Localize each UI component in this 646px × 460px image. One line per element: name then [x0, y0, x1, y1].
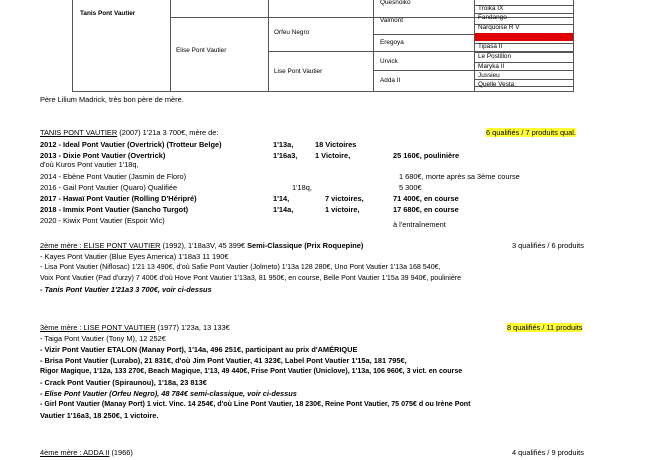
g3-urvick: Urvick	[380, 58, 398, 65]
s3-heading-line	[40, 323, 230, 332]
g2-lise: Lise Pont Vautier	[274, 68, 323, 75]
s3-row-7: Vautier 1'16a3, 18 250€, 1 victoire.	[40, 411, 159, 420]
s1-heading-rest: (2007) 1'21a 3 700€, mère de:	[117, 128, 219, 137]
s3-row-1: - Vizir Pont Vautier ETALON (Manay Port), 1'14a, 496 251€, participant au prix d'AMÉRIQUE	[40, 345, 358, 354]
g2-orfeu: Orfeu Negro	[274, 29, 310, 36]
s1-row-1-earn: 25 160€, poulinière	[393, 151, 460, 160]
s4-heading: 4ème mère : ADDA II	[40, 448, 110, 457]
s4-right: 4 qualifiés / 9 produits	[512, 448, 584, 457]
s1-row-2-name: d'où Kuros Pont vautier 1'18q,	[40, 160, 139, 169]
g3-quesnoiko: Quesnoiko	[380, 0, 411, 6]
g4-troika: Troika IX	[478, 5, 504, 12]
s1-row-4-time: 1'18q,	[292, 183, 312, 192]
s4-heading-line	[40, 448, 133, 457]
s1-highlight: 6 qualifiés / 7 produits qual.	[486, 128, 576, 137]
s2-right: 3 qualifiés / 6 produits	[512, 241, 584, 250]
s1-row-1-name: 2013 - Dixie Pont Vautier (Overtrick)	[40, 151, 166, 160]
s1-row-5-time: 1'14,	[273, 194, 290, 203]
s1-row-1-time: 1'16a3,	[273, 151, 298, 160]
g3-adda: Adda II	[380, 77, 401, 84]
s2-row-2: Voix Pont Vautier (Pad d'urzy) 7 400€ d'où Hove Pont Vautier 1'13a3, 81 950€, en course, Belle Pont Vautier 1'15a 39 940€, poulinière	[40, 274, 462, 282]
s3-rows	[40, 334, 610, 426]
s1-row-0-wins: 18 Victoires	[315, 140, 357, 149]
s1-row-4-name: 2016 - Gail Pont Vautier (Quaro) Qualifiée	[40, 183, 178, 192]
s2-heading-bold: Semi-Classique (Prix Roquepine)	[247, 241, 364, 250]
s3-row-2: - Brisa Pont Vautier (Lurabo), 21 831€, d'où Jim Pont Vautier, 41 323€, Label Pont Vautier 1'15a, 181 795€,	[40, 356, 407, 365]
g4-jussieu: Jussieu	[478, 72, 500, 79]
s1-heading-line	[40, 128, 218, 137]
s1-row-1-wins: 1 Victoire,	[315, 151, 351, 160]
pedigree-table	[0, 0, 646, 92]
g4-redacted-cell	[475, 33, 573, 41]
s1-row-7-name: 2020 - Kiwix Pont Vautier (Espoir Wic)	[40, 216, 165, 225]
s1-row-6-wins: 1 victoire,	[325, 205, 360, 214]
s1-row-5-earn: 71 400€, en course	[393, 194, 459, 203]
s1-row-7-note: à l'entraînement	[393, 220, 446, 229]
s1-row-3-earn: 1 680€, morte après sa 3ème course	[399, 172, 520, 181]
g3-valmont: Valmont	[380, 17, 403, 24]
s3-heading-rest: (1977) 1'23a, 13 133€	[155, 323, 230, 332]
s3-highlight: 8 qualifiés / 11 produits	[507, 323, 583, 332]
s1-row-0-time: 1'13a,	[273, 140, 294, 149]
s1-row-6-time: 1'14a,	[273, 205, 294, 214]
sire-name: Tanis Pont Vautier	[80, 10, 136, 17]
s1-row-6-earn: 17 680€, en course	[393, 205, 459, 214]
s1-row-5-name: 2017 - Hawaï Pont Vautier (Rolling D'Héripré)	[40, 194, 197, 203]
s1-heading: TANIS PONT VAUTIER	[40, 128, 118, 137]
s2-heading-rest: (1992), 1'18a3V, 45 399€	[160, 241, 248, 250]
s3-row-0: - Taiga Pont Vautier (Tony M), 12 252€	[40, 334, 166, 343]
s2-row-3: - Tanis Pont Vautier 1'21a3 3 700€, voir ci-dessus	[40, 285, 212, 294]
g3-eregoya: Eregoya	[380, 39, 404, 46]
s3-row-3: Rigor Magique, 1'12a, 133 270€, Beach Magique, 1'13, 49 440€, Frise Pont Vautier (Uniclove), 1'13a, 106 960€, 3 vict. en course	[40, 367, 463, 375]
s2-heading: 2ème mère : ELISE PONT VAUTIER	[40, 241, 161, 250]
s1-rows	[40, 140, 610, 232]
s3-row-5: - Elise Pont Vautier (Orfeu Negro), 48 784€ semi-classique, voir ci-dessus	[40, 389, 297, 398]
intro-note: Père Lilium Madrick, très bon père de mère.	[40, 95, 184, 104]
s3-row-6: - Girl Pont Vautier (Manay Port) 1 vict. Vinc. 14 254€, d'où Line Pont Vautier, 18 230€, Reine Pont Vautier, 75 075€ d ou Irène Pont	[40, 400, 471, 408]
s2-heading-line	[40, 241, 363, 250]
g4-maryka: Maryka II	[478, 63, 505, 70]
s3-row-4: - Crack Pont Vautier (Spiraunou), 1'18a, 23 813€	[40, 378, 207, 387]
s1-row-0-name: 2012 - Ideal Pont Vautier (Overtrick) (Trotteur Belge)	[40, 140, 222, 149]
s1-row-3-name: 2014 - Ebène Pont Vautier (Jasmin de Floro)	[40, 172, 187, 181]
g4-narquoise: Narquoise R V	[478, 24, 520, 31]
s3-heading: 3ème mère : LISE PONT VAUTIER	[40, 323, 156, 332]
s1-row-4-earn: 5 300€	[399, 183, 422, 192]
g4-fandango: Fandango	[478, 14, 507, 21]
g4-postillon: Le Postillon	[478, 53, 512, 60]
s2-rows	[40, 252, 610, 300]
s1-row-6-name: 2018 - Immix Pont Vautier (Sancho Turgot)	[40, 205, 189, 214]
s4-heading-rest: (1966)	[109, 448, 133, 457]
dam-name: Elise Pont Vautier	[176, 47, 227, 54]
g4-quelle-vesta: Quelle Vesta	[478, 81, 515, 88]
s1-row-5-wins: 7 victoires,	[325, 194, 364, 203]
s2-row-1: - Lisa Pont Vautier (Niflosac) 1'21 13 490€, d'où Safie Pont Vautier (Jolmeto) 1'13a 128 280€, Uno Pont Vautier 1'13a 168 540€,	[40, 263, 441, 271]
g4-tipasa: Tipasa II	[478, 43, 503, 50]
s2-row-0: - Kayes Pont Vautier (Blue Eyes America) 1'18a3 11 190€	[40, 252, 229, 261]
